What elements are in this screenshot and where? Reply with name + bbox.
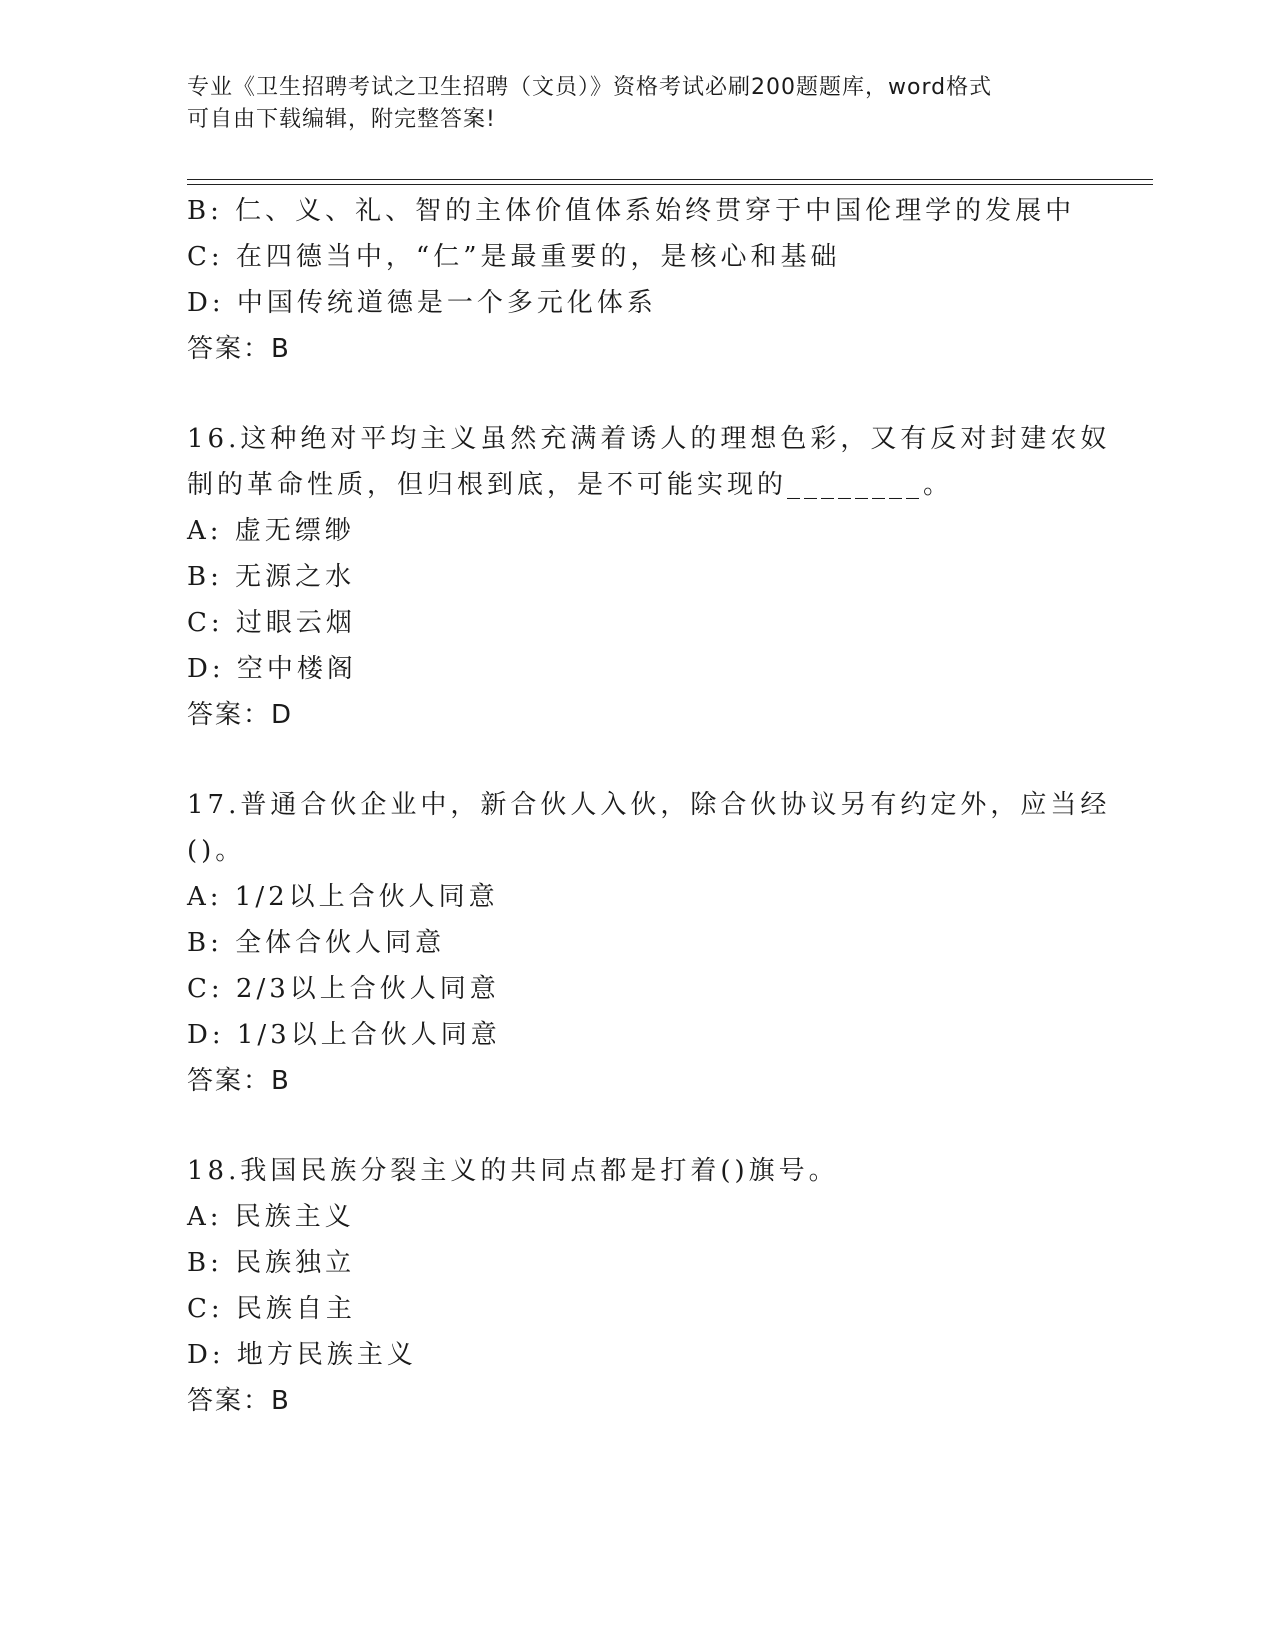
question-spacer [187,1104,1087,1148]
option-c: C: 民族自主 [187,1294,356,1324]
question-stem: 16.这种绝对平均主义虽然充满着诱人的理想色彩，又有反对封建农奴 [187,424,1111,454]
header-divider-top [187,179,1153,180]
option-d: D: 地方民族主义 [187,1340,417,1370]
option-b: B: 民族独立 [187,1248,356,1278]
option-d: D: 空中楼阁 [187,654,357,684]
question-16 [187,416,1111,738]
option-b: B: 无源之水 [187,562,356,592]
question-spacer [187,738,1087,782]
option-b: B: 仁、义、礼、智的主体价值体系始终贯穿于中国伦理学的发展中 [187,196,1076,226]
answer-line: 答案：B [187,1386,291,1416]
header-line-1: 专业《卫生招聘考试之卫生招聘（文员）》资格考试必刷200题题库，word格式 [187,75,993,100]
question-17 [187,782,1111,1104]
option-c: C: 过眼云烟 [187,608,356,638]
question-spacer [187,372,1087,416]
header-line-2: 可自由下载编辑，附完整答案! [187,107,496,132]
question-stem: 17.普通合伙企业中，新合伙人入伙，除合伙协议另有约定外，应当经 [187,790,1111,820]
question-15-continued [187,188,1087,372]
option-d: D: 1/3以上合伙人同意 [187,1020,501,1050]
answer-line: 答案：B [187,334,291,364]
option-c: C: 在四德当中，“仁”是最重要的，是核心和基础 [187,242,841,272]
question-stem: 18.我国民族分裂主义的共同点都是打着()旗号。 [187,1156,839,1186]
question-18 [187,1148,1087,1424]
option-c: C: 2/3以上合伙人同意 [187,974,500,1004]
question-stem: 制的革命性质，但归根到底，是不可能实现的________。 [187,470,954,500]
header-divider-bottom [187,184,1153,185]
answer-line: 答案：B [187,1066,291,1096]
option-a: A: 虚无缥缈 [187,516,355,546]
question-list [187,188,1111,1424]
document-header [187,72,1067,136]
option-a: A: 1/2以上合伙人同意 [187,882,499,912]
option-d: D: 中国传统道德是一个多元化体系 [187,288,657,318]
answer-line: 答案：D [187,700,294,730]
option-a: A: 民族主义 [187,1202,355,1232]
question-stem: ()。 [187,836,246,866]
option-b: B: 全体合伙人同意 [187,928,446,958]
